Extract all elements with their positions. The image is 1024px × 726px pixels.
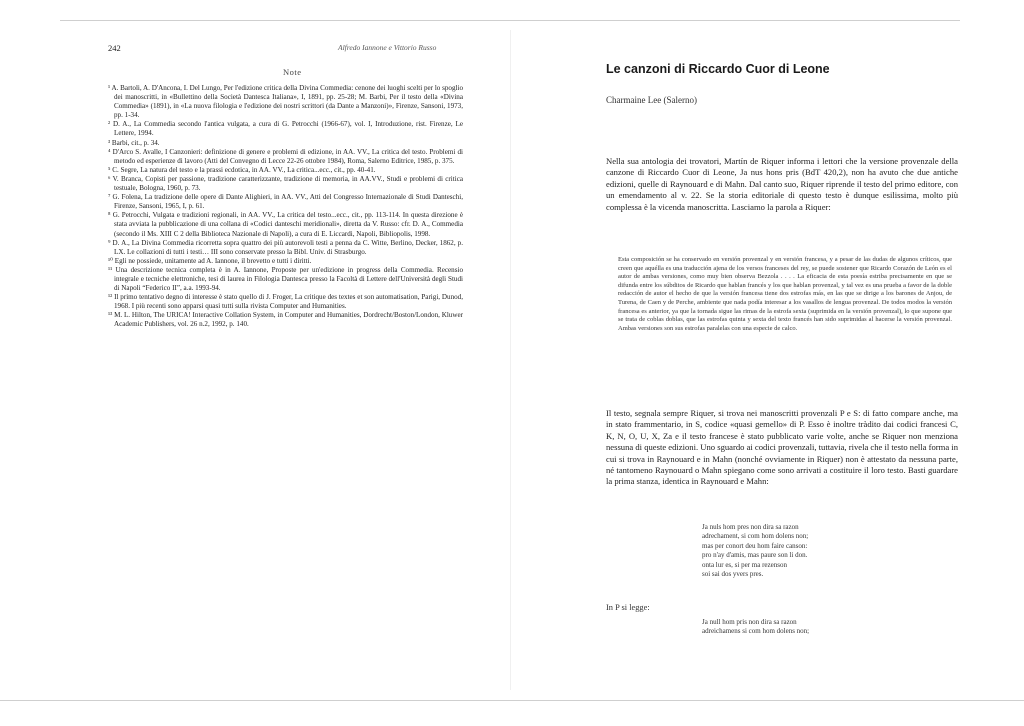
note-item: ⁸ G. Petrocchi, Vulgata e tradizioni regionali, in AA. VV., La critica del testo...ecc., cit., pp. 113-114. In questa direzione è stata avviata la pubblicazione di una collana di «Codici danteschi meridionali», diretta da V. Russo: cfr. D. A., Commedia (secondo il Ms. XIII C 2 della Biblioteca Nazionale di Napoli), a cura di E. Liccardi, Napoli, Bibliopolis, 1998.: [108, 211, 463, 238]
body-paragraph: Nella sua antologia dei trovatori, Martín de Riquer informa i lettori che la versione provenzale della canzone di Riccardo Cuor di Leone, Ja nus hons pris (BdT 420,2), non ha avuto che due antiche edizioni, quelle di Raynouard e di Mahn. Dal canto suo, Riquer riprende il testo del primo editore, con un emendamento al v. 22. Se la storia editoriale di questo testo è dunque esilissima, molto più complessa è la vicenda manoscritta. Lasciamo la parola a Riquer:: [606, 156, 959, 212]
page-number: 242: [108, 43, 121, 53]
note-item: ⁷ G. Folena, La tradizione delle opere di Dante Alighieri, in AA. VV., Atti del Congresso Internazionale di Studi Danteschi, Firenze, Sansoni, 1965, I, p. 61.: [108, 193, 463, 211]
running-head: Alfredo Iannone e Vittorio Russo: [338, 43, 437, 52]
verse-quotation: Ja nuls hom pres non dira sa razon adrechament, si com hom dolens non; mas per conort deu hom faire canson: pro n'ay d'amis, mas paure son li don. onta lur es, si per ma rezenson soi sai dos yvers pres.: [702, 523, 809, 579]
bottom-rule: [0, 700, 1024, 701]
block-quote: Esta composición se ha conservado en versión provenzal y en versión francesa, y a pesar de las dudas de algunos críticos, que creen que aquélla es una traducción ajena de los versos franceses del rey, se puede sostener que Ricardo Corazón de León es el autor de ambas versiones, como muy bien observa Bezzola . . . . La eficacia de esta poesía estriba precisamente en que se difunda entre los súbditos de Ricardo que hablan francés y los que hablan provenzal, y tal vez es una prueba a favor de la doble redacción de autor el hecho de que la versión francesa tiene dos estrofas más, en las que se dirige a los barones de Anjou, de Turena, de Caen y de Perche, ambiente que nada podía interesar a los vasallos de lengua provenzal. De todos modos la versión francesa es anterior, ya que la tornada sigue las rimas de la estrofa sexta (suprimida en la versión provenzal), lo que supone que se trata de coblas doblas, que las estrofas quinta y sexta del texto francés han sido suprimidas al hacerse la versión provenzal. Ambas versiones son sus estrofas paralelas con una especie de calco.: [618, 256, 952, 332]
page-gutter: [510, 30, 511, 690]
notes-list: [108, 84, 463, 330]
article-title: Le canzoni di Riccardo Cuor di Leone: [606, 62, 830, 76]
note-item: ¹³ M. L. Hilton, The URICA! Interactive Collation System, in Computer and Humanities, Dordrecht/Boston/London, Kluwer Academic Publishers, vol. 26 n.2, 1992, p. 140.: [108, 311, 463, 329]
note-item: ⁵ C. Segre, La natura del testo e la prassi ecdotica, in AA. VV., La critica...ecc., cit., pp. 40-41.: [108, 165, 376, 174]
note-item: ⁴ D'Arco S. Avalle, I Canzonieri: definizione di genere e problemi di edizione, in AA. VV., La critica del testo. Problemi di metodo ed esperienze di lavoro (Atti del Convegno di Lecce 22-26 ottobre 1984), Roma, Salerno Editrice, 1985, p. 375.: [108, 147, 463, 165]
verse-intro: In P si legge:: [606, 603, 650, 612]
note-item: ³ Barbi, cit., p. 34.: [108, 138, 160, 147]
note-item: ¹⁰ Egli ne possiede, unitamente ad A. Iannone, il brevetto e tutti i diritti.: [108, 256, 312, 265]
note-item: ² D. A., La Commedia secondo l'antica vulgata, a cura di G. Petrocchi (1966-67), vol. I, Introduzione, rist. Firenze, Le Lettere, 1994.: [108, 120, 463, 138]
note-item: ¹¹ Una descrizione tecnica completa è in A. Iannone, Proposte per un'edizione in progress della Commedia. Recensio integrale e tecniche elettroniche, tesi di laurea in Filologia Dantesca presso la Facoltà di Lettere dell'Università degli Studi di Napoli “Federico II”, a.a. 1993-94.: [108, 265, 463, 293]
note-item: ¹² Il primo tentativo degno di interesse è stato quello di J. Froger, La critique des textes et son automatisation, Parigi, Dunod, 1968. I più recenti sono apparsi quasi tutti sulla rivista Computer and Humanities.: [108, 293, 463, 311]
note-item: ⁹ D. A., La Divina Commedia ricorretta sopra quattro dei più autorevoli testi a penna da C. Witte, Berlino, Decker, 1862, p. LX. Le collazioni di tutti i testi… III sono conservate presso la Bibl. Univ. di Strasburgo.: [108, 238, 463, 256]
body-paragraph: Il testo, segnala sempre Riquer, si trova nei manoscritti provenzali P e S: di fatto compare anche, ma in stato frammentario, in S, codice «quasi gemello» di P. Esso è inoltre tràdito dai codici francesi C, K, N, O, U, X, Za e il testo francese è stato pubblicato varie volte, anche se Riquer non menziona nessuna di queste edizioni. Uno sguardo ai codici provenzali, tuttavia, rivela che il testo nella forma in cui si trova in Raynouard e in Mahn (nonché ovviamente in Riquer) non è attestato da nessuna parte, né tantomeno Raynouard o Mahn spiegano come sono arrivati a costituire il loro testo. Basti guardare la prima stanza, identica in Raynouard e Mahn:: [606, 408, 958, 487]
article-author: Charmaine Lee (Salerno): [606, 95, 697, 105]
top-rule: [60, 20, 960, 21]
verse-quotation: Ja null hom pris non dira sa razon adreichamens si com hom dolens non;: [702, 618, 810, 636]
note-item: ⁶ V. Branca, Copisti per passione, tradizione caratterizzante, tradizione di memoria, in AA.VV., Studi e problemi di critica testuale, Bologna, 1960, p. 73.: [108, 174, 463, 193]
notes-heading: Note: [283, 67, 302, 77]
note-item: ¹ A. Bartoli, A. D'Ancona, I. Del Lungo, Per l'edizione critica della Divina Commedia: cenone dei luoghi scelti per lo spoglio dei manoscritti, in «Bullettino della Società Dantesca Italiana», I, 1891, pp. 25-28; M. Barbi, Per il testo della «Divina Commedia» (1891), in «La nuova filologia e l'edizione dei nostri scrittori (da Dante a Manzoni)», Firenze, Sansoni, 1973, pp. 1-34.: [108, 84, 463, 120]
